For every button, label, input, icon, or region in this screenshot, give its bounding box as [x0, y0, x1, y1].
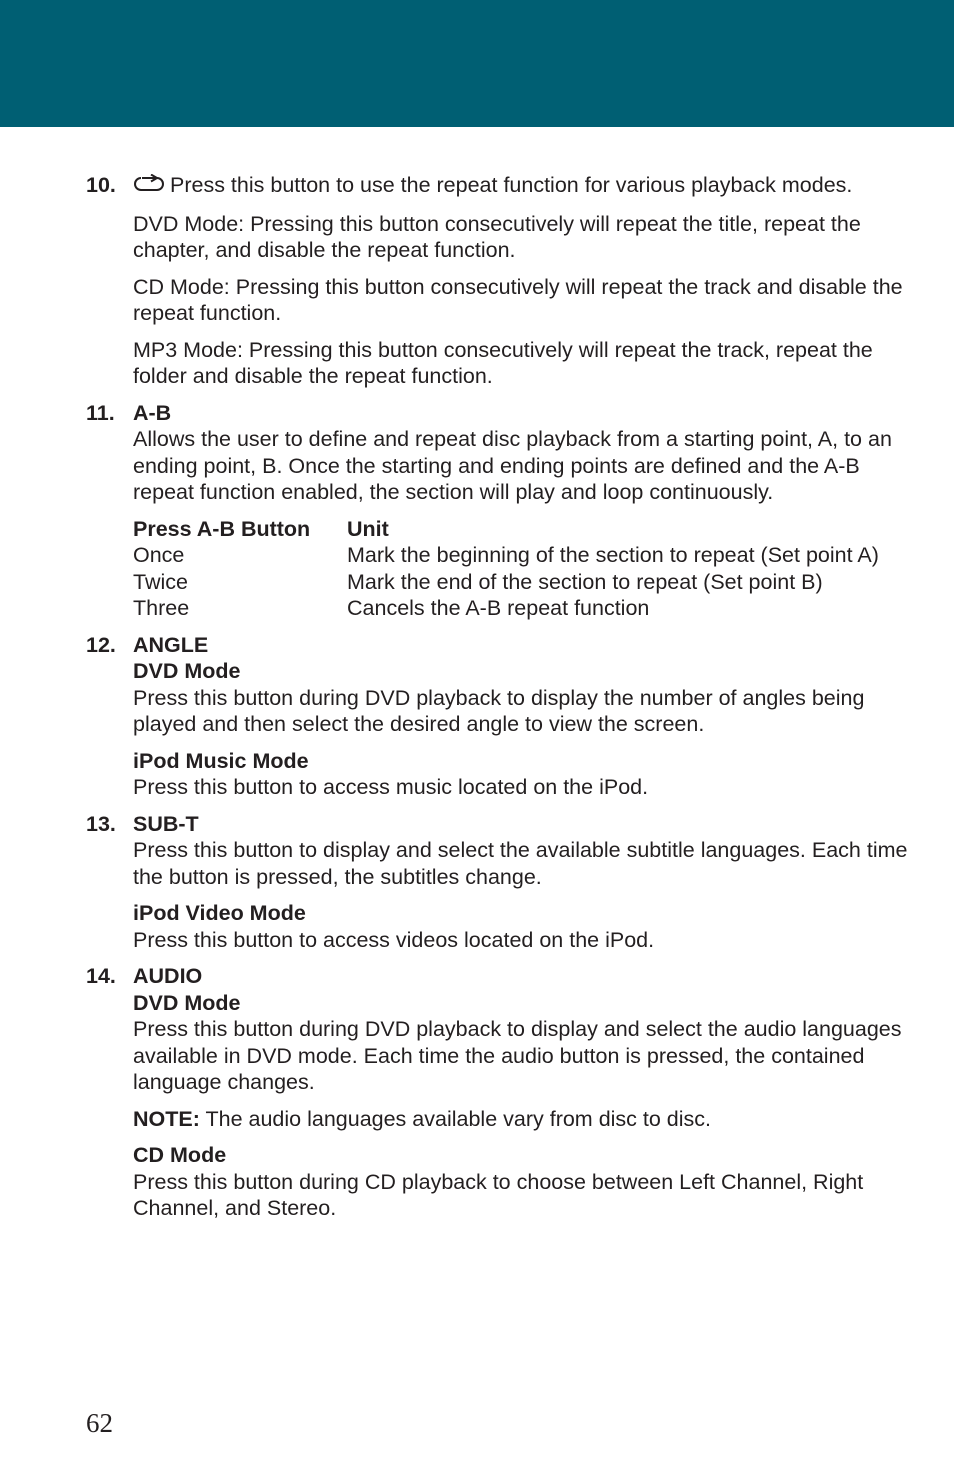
item-number: 14. [86, 964, 116, 988]
table-row [133, 595, 879, 622]
item-subheading: iPod Music Mode [133, 748, 309, 773]
item-subheading: DVD Mode [133, 990, 241, 1015]
item-title: AUDIO [133, 964, 203, 988]
note-text: The audio languages available vary from disc to disc. [205, 1106, 712, 1131]
table-header: Press A-B Button [133, 516, 311, 541]
item-number: 13. [86, 811, 116, 836]
item-subheading: CD Mode [133, 1143, 227, 1167]
item-body: Press this button to access music located on the iPod. [133, 775, 649, 799]
item-10 [0, 172, 954, 390]
item-body: Press this button to access videos located on the iPod. [133, 927, 655, 952]
item-body: Press this button during CD playback to choose between Left Channel, Right Channel, and Stereo. [133, 1169, 864, 1220]
table-cell: Twice [133, 569, 188, 594]
item-13 [0, 811, 954, 954]
table-header-row [133, 516, 879, 543]
item-lead-text: Press this button to use the repeat function for various playback modes. [170, 173, 853, 197]
item-title: SUB-T [133, 811, 199, 836]
item-body: Press this button during DVD playback to display the number of angles being played and then select the desired angle to view the screen. [133, 685, 865, 736]
table-cell: Cancels the A-B repeat function [347, 596, 650, 620]
dvd-mode-paragraph: DVD Mode: Pressing this button consecutively will repeat the title, repeat the chapter, and disable the repeat function. [133, 211, 861, 262]
ab-table [133, 516, 879, 622]
item-number: 12. [86, 632, 116, 657]
page-content [0, 172, 954, 1232]
item-subheading: DVD Mode [133, 659, 241, 683]
table-header: Unit [347, 516, 389, 541]
item-14 [0, 963, 954, 1222]
item-number: 10. [86, 173, 116, 197]
table-row [133, 542, 879, 569]
item-12 [0, 632, 954, 801]
item-body: Press this button during DVD playback to display and select the audio languages available in DVD mode. Each time the audio button is pressed, the contained language changes. [133, 1017, 902, 1094]
page-number: 62 [86, 1408, 113, 1438]
mp3-mode-paragraph: MP3 Mode: Pressing this button consecutively will repeat the track, repeat the folder and disable the repeat function. [133, 337, 873, 388]
item-number: 11. [86, 400, 115, 425]
item-11 [0, 400, 954, 622]
table-cell: Mark the end of the section to repeat (Set point B) [347, 569, 823, 594]
item-body: Press this button to display and select the available subtitle languages. Each time the button is pressed, the subtitles change. [133, 838, 908, 889]
header-band [0, 0, 954, 127]
cd-mode-paragraph: CD Mode: Pressing this button consecutively will repeat the track and disable the repeat function. [133, 274, 903, 325]
item-title: A-B [133, 400, 172, 425]
table-row [133, 569, 879, 596]
table-cell: Once [133, 543, 185, 567]
table-cell: Mark the beginning of the section to repeat (Set point A) [347, 543, 879, 567]
item-body: Allows the user to define and repeat disc playback from a starting point, A, to an ending point, B. Once the starting and ending points are defined and the A-B repeat function enabled, the section will play and loop continuously. [133, 427, 892, 504]
repeat-icon [133, 174, 165, 201]
note-paragraph [133, 1106, 914, 1133]
note-label: NOTE: [133, 1106, 200, 1131]
table-cell: Three [133, 596, 190, 620]
item-title: ANGLE [133, 632, 209, 657]
item-subheading: iPod Video Mode [133, 901, 306, 925]
